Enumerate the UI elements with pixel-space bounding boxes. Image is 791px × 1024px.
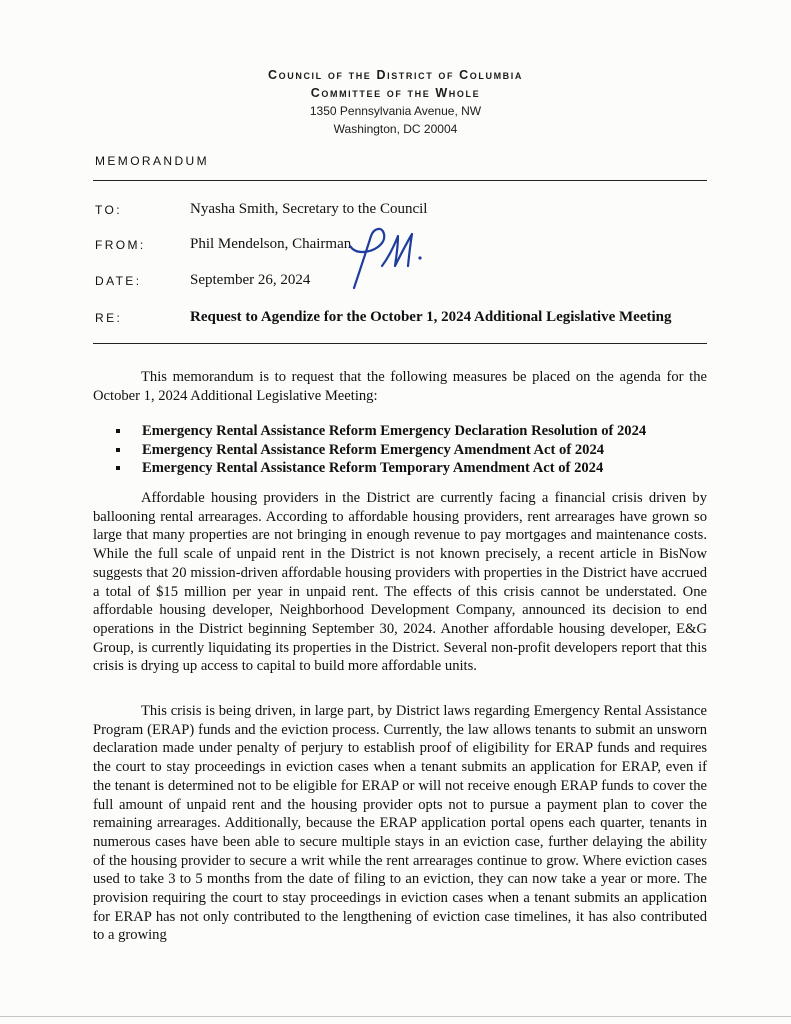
council-name: Council of the District of Columbia xyxy=(268,68,523,82)
date-value: September 26, 2024 xyxy=(190,272,311,288)
page-bottom-edge xyxy=(0,1016,791,1017)
header-rule-bottom xyxy=(93,343,707,344)
measures-list xyxy=(116,422,646,478)
address-line-2: Washington, DC 20004 xyxy=(333,122,458,136)
measure-item: Emergency Rental Assistance Reform Emergency Amendment Act of 2024 xyxy=(116,441,646,460)
body-paragraph-1 xyxy=(93,489,707,676)
from-label: FROM: xyxy=(95,238,146,252)
measure-item: Emergency Rental Assistance Reform Temporary Amendment Act of 2024 xyxy=(116,459,646,478)
from-value: Phil Mendelson, Chairman xyxy=(190,236,352,252)
re-value: Request to Agendize for the October 1, 2024 Additional Legislative Meeting xyxy=(190,309,672,325)
body-paragraph-2 xyxy=(93,702,707,945)
paragraph-1-text: Affordable housing providers in the District are currently facing a financial crisis driven by ballooning rental arrearages. According to affordable housing providers, rent arrearages have grown so large that many properties are not bringing in enough revenue to pay mortgages and maintenance costs. While the full scale of unpaid rent in the District is not known precisely, a recent article in BisNow suggests that 20 mission-driven affordable housing providers with properties in the District have accrued a total of $15 million per year in unpaid rent. The effects of this crisis cannot be understated. One affordable housing developer, Neighborhood Development Company, announced its decision to end operations in the District beginning September 30, 2024. Another affordable housing developer, E&G Group, is currently liquidating its properties in the District. Several non-profit developers report that this crisis is drying up access to capital to build more affordable units. xyxy=(93,490,707,675)
signature-initials xyxy=(338,222,433,297)
committee-name: Committee of the Whole xyxy=(310,86,481,100)
letterhead xyxy=(0,66,791,138)
to-value: Nyasha Smith, Secretary to the Council xyxy=(190,201,428,217)
address-line-1: 1350 Pennsylvania Avenue, NW xyxy=(309,104,482,118)
paragraph-2-text: This crisis is being driven, in large part, by District laws regarding Emergency Rental Assistance Program (ERAP) funds and the eviction process. Currently, the law allows tenants to submit an unsworn declaration made under penalty of perjury to establish proof of eligibility for ERAP funds and requires the court to stay proceedings in eviction cases when a tenant submits an application for ERAP, even if the tenant is determined not to be eligible for ERAP or will not receive enough ERAP funds to cover the full amount of unpaid rent and the housing provider opts not to pursue a payment plan to cover the remaining arrearages. Additionally, because the ERAP application portal opens each quarter, tenants in numerous cases have been able to secure multiple stays in an eviction case, further delaying the ability of the housing provider to secure a writ while the rent arrearages continue to grow. Where eviction cases used to take 3 to 5 months from the date of filing to an eviction, they can now take a year or more. The provision requiring the court to stay proceedings in eviction cases when a tenant submits an application for ERAP has not only contributed to the lengthening of eviction case timelines, it has also contributed to a growing xyxy=(93,703,707,944)
intro-text: This memorandum is to request that the following measures be placed on the agenda for the October 1, 2024 Additional Legislative Meeting: xyxy=(93,369,707,404)
header-rule-top xyxy=(93,180,707,181)
measure-item: Emergency Rental Assistance Reform Emergency Declaration Resolution of 2024 xyxy=(116,422,646,441)
to-label: TO: xyxy=(95,203,122,217)
bullet-icon xyxy=(116,466,120,470)
bullet-icon xyxy=(116,429,120,433)
intro-paragraph xyxy=(93,368,707,405)
date-label: DATE: xyxy=(95,274,142,288)
bullet-icon xyxy=(116,448,120,452)
re-label: RE: xyxy=(95,311,123,325)
memorandum-label: MEMORANDUM xyxy=(95,154,209,168)
